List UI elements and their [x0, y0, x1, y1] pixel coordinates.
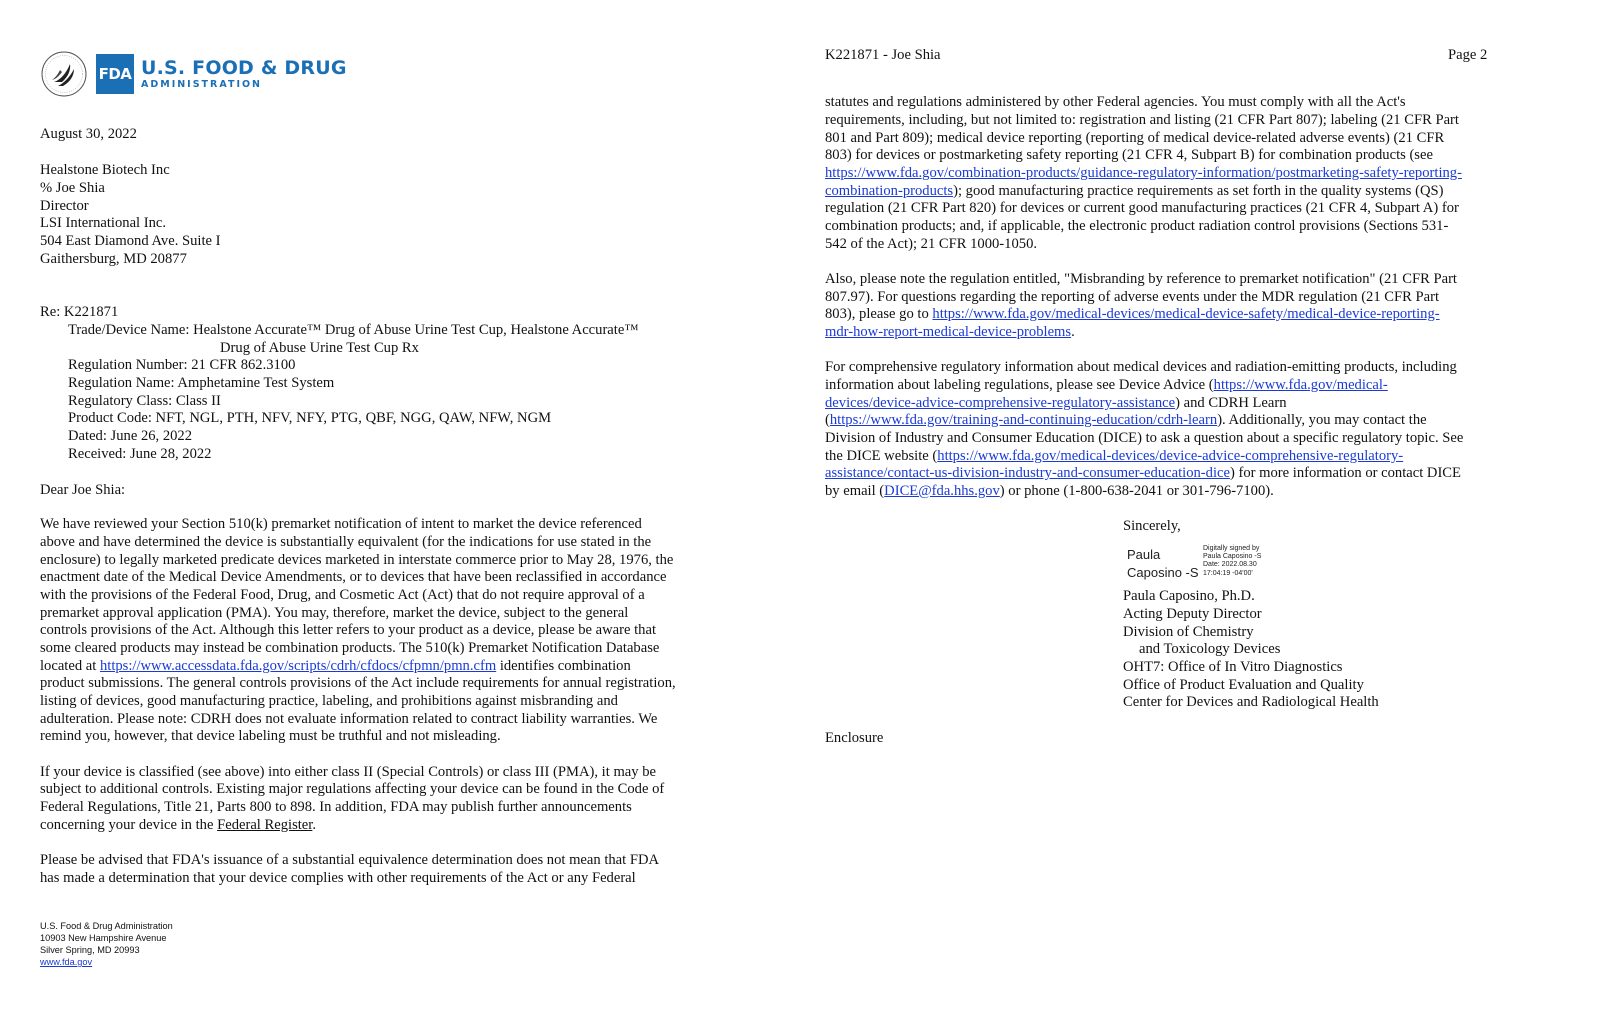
combination-products-link-cont[interactable]: combination-products: [825, 183, 954, 199]
text-span: ) or phone (1-800-638-2041 or 301-796-7100).: [999, 483, 1274, 499]
text-line: [40, 816, 316, 834]
signer-line: and Toxicology Devices: [1139, 641, 1281, 657]
fda-website-link[interactable]: www.fda.gov: [40, 957, 93, 967]
text-line: adulteration. Please note: CDRH does not evaluate information related to contract liability warranties. We: [40, 711, 658, 727]
text-line: [825, 411, 1427, 429]
device-advice-link-cont[interactable]: devices/device-advice-comprehensive-regulatory-assistance: [825, 395, 1176, 411]
text-line: [825, 164, 1462, 182]
text-line: requirements, including, but not limited to: registration and listing (21 CFR Part 807); labeling (21 CFR Part: [825, 112, 1459, 128]
enclosure-label: Enclosure: [825, 730, 884, 746]
text-line: For comprehensive regulatory information about medical devices and radiation-emitting products, including: [825, 359, 1457, 375]
re-line: Regulation Number: 21 CFR 862.3100: [68, 357, 296, 373]
text-line: above and have determined the device is substantially equivalent (for the indications for use stated in the: [40, 534, 652, 550]
text-line: [825, 305, 1440, 323]
text-line: [825, 447, 1403, 465]
text-line: premarket approval application (PMA). You may, therefore, market the device, subject to the general: [40, 605, 629, 621]
text-span: the DICE website (: [825, 448, 938, 464]
text-span: identifies combination: [496, 658, 631, 674]
hhs-seal-icon: [40, 50, 88, 98]
text-span: ). Additionally, you may contact the: [1217, 412, 1427, 428]
text-line: 542 of the Act); 21 CFR 1000-1050.: [825, 236, 1038, 252]
text-span: 803), please go to: [825, 306, 933, 322]
text-line: statutes and regulations administered by other Federal agencies. You must comply with all the Act's: [825, 94, 1406, 110]
pmn-database-link[interactable]: https://www.accessdata.fda.gov/scripts/cdrh/cfdocs/cfpmn/pmn.cfm: [99, 658, 497, 674]
text-line: [825, 376, 1388, 394]
text-line: product submissions. The general controls provisions of the Act include requirements for annual registration,: [40, 675, 676, 691]
text-line: some cleared products may instead be combination products. The 510(k) Premarket Notification Database: [40, 640, 660, 656]
address-line: Healstone Biotech Inc: [40, 162, 170, 178]
letter-date: August 30, 2022: [40, 126, 137, 142]
re-line: Re: K221871: [40, 304, 119, 320]
text-span: .: [312, 817, 316, 833]
text-span: concerning your device in the: [40, 817, 218, 833]
signature-meta: [1203, 545, 1261, 578]
text-line: [825, 323, 1075, 341]
text-span: ); good manufacturing practice requirements as set forth in the quality systems (QS): [953, 183, 1444, 199]
mdr-reporting-link[interactable]: https://www.fda.gov/medical-devices/medical-device-safety/medical-device-reporting-: [932, 306, 1440, 322]
signer-line: OHT7: Office of In Vitro Diagnostics: [1123, 659, 1343, 675]
address-line: % Joe Shia: [40, 180, 105, 196]
text-line: [825, 482, 1274, 500]
text-line: remind you, however, that device labeling must be truthful and not misleading.: [40, 728, 501, 744]
fda-box-logo: FDA: [96, 54, 134, 94]
federal-register-text: Federal Register: [217, 817, 313, 833]
text-line: Also, please note the regulation entitled, "Misbranding by reference to premarket notification" (21 CFR Part: [825, 271, 1457, 287]
fda-footer-address: [40, 920, 173, 968]
signer-line: Acting Deputy Director: [1123, 606, 1262, 622]
address-line: 504 East Diamond Ave. Suite I: [40, 233, 221, 249]
signer-line: Office of Product Evaluation and Quality: [1123, 677, 1364, 693]
text-line: combination products; and, if applicable, the electronic product radiation control provisions (Sections 531-: [825, 218, 1449, 234]
dice-email-link[interactable]: DICE@fda.hhs.gov: [884, 483, 1000, 499]
text-line: listing of devices, good manufacturing practice, labeling, and prohibitions against misbranding and: [40, 693, 618, 709]
page-header-left: K221871 - Joe Shia: [825, 47, 941, 63]
cdrh-learn-link[interactable]: https://www.fda.gov/training-and-continuing-education/cdrh-learn: [829, 412, 1218, 428]
footer-line: 10903 New Hampshire Avenue: [40, 933, 167, 943]
signature-meta-line: Digitally signed by: [1203, 545, 1260, 552]
text-line: regulation (21 CFR Part 820) for devices or current good manufacturing practices (21 CFR 4, Subpart A) for: [825, 200, 1459, 216]
dice-website-link[interactable]: https://www.fda.gov/medical-devices/device-advice-comprehensive-regulatory-: [937, 448, 1404, 464]
fda-name: U.S. FOOD & DRUG: [141, 56, 347, 79]
signer-line: Center for Devices and Radiological Health: [1123, 694, 1379, 710]
signer-line: Paula Caposino, Ph.D.: [1123, 588, 1255, 604]
text-line: 803) for devices or postmarketing safety reporting (21 CFR 4, Subpart B) for combination products (see: [825, 147, 1433, 163]
text-line: [825, 182, 1443, 200]
text-line: We have reviewed your Section 510(k) premarket notification of intent to market the device referenced: [40, 516, 642, 532]
signature-meta-line: 17:04:19 -04'00': [1203, 569, 1253, 577]
salutation: Dear Joe Shia:: [40, 482, 126, 498]
signature-meta-line: Date: 2022.08.30: [1203, 561, 1257, 569]
combination-products-link[interactable]: https://www.fda.gov/combination-products/guidance-regulatory-information/postmarketing-safety-reporting-: [825, 165, 1462, 181]
text-span: information about labeling regulations, please see Device Advice (: [825, 377, 1214, 393]
text-line: [40, 657, 631, 675]
re-line: Dated: June 26, 2022: [68, 428, 193, 444]
address-line: LSI International Inc.: [40, 215, 167, 231]
text-line: Federal Regulations, Title 21, Parts 800 to 898. In addition, FDA may publish further announcements: [40, 799, 632, 815]
text-span: (: [825, 412, 830, 428]
re-line: Drug of Abuse Urine Test Cup Rx: [220, 340, 419, 356]
footer-line: Silver Spring, MD 20993: [40, 945, 140, 955]
footer-line: U.S. Food & Drug Administration: [40, 921, 173, 931]
fda-logo: [40, 50, 347, 98]
text-line: If your device is classified (see above) into either class II (Special Controls) or class III (PMA), it may be: [40, 764, 656, 780]
re-line: Received: June 28, 2022: [68, 446, 212, 462]
fda-admin: ADMINISTRATION: [141, 78, 263, 90]
signature-meta-line: Paula Caposino -S: [1203, 553, 1262, 561]
text-line: [825, 464, 1461, 482]
signature-name-2: Caposino -S: [1127, 565, 1199, 580]
re-line: Regulation Name: Amphetamine Test System: [68, 375, 335, 391]
address-line: Director: [40, 198, 89, 214]
digital-signature: [1123, 545, 1273, 583]
signer-line: Division of Chemistry: [1123, 624, 1254, 640]
text-line: [825, 394, 1287, 412]
dice-website-link-cont[interactable]: assistance/contact-us-division-industry-and-consumer-education-dice: [825, 465, 1230, 481]
text-line: with the provisions of the Federal Food, Drug, and Cosmetic Act (Act) that do not require approval of a: [40, 587, 645, 603]
text-line: 807.97). For questions regarding the reporting of adverse events under the MDR regulation (21 CFR Part: [825, 289, 1440, 305]
device-advice-link[interactable]: https://www.fda.gov/medical-: [1213, 377, 1388, 393]
text-span: by email (: [825, 483, 885, 499]
signature-name-1: Paula: [1127, 547, 1161, 562]
re-line: Product Code: NFT, NGL, PTH, NFV, NFY, PTG, QBF, NGG, QAW, NFW, NGM: [68, 410, 552, 426]
page-number: Page 2: [1448, 47, 1488, 63]
text-line: enclosure) to legally marketed predicate devices marketed in interstate commerce prior to May 28, 1976, the: [40, 552, 674, 568]
text-line: has made a determination that your device complies with other requirements of the Act or any Federal: [40, 870, 636, 886]
text-line: subject to additional controls. Existing major regulations affecting your device can be found in the Code of: [40, 781, 665, 797]
address-line: Gaithersburg, MD 20877: [40, 251, 187, 267]
mdr-reporting-link-cont[interactable]: mdr-how-report-medical-device-problems: [825, 324, 1072, 340]
text-span: ) for more information or contact DICE: [1229, 465, 1461, 481]
text-span: located at: [40, 658, 100, 674]
closing: Sincerely,: [1123, 518, 1181, 534]
text-span: ) and CDRH Learn: [1175, 395, 1287, 411]
re-line: Regulatory Class: Class II: [68, 393, 221, 409]
text-line: 801 and Part 809); medical device reporting (reporting of medical device-related adverse events) (21 CFR: [825, 130, 1445, 146]
text-span: .: [1071, 324, 1075, 340]
text-line: enactment date of the Medical Device Amendments, or to devices that have been reclassified in accordance: [40, 569, 667, 585]
text-line: controls provisions of the Act. Although this letter refers to your product as a device, please be aware that: [40, 622, 657, 638]
text-line: Division of Industry and Consumer Education (DICE) to ask a question about a specific regulatory topic. See: [825, 430, 1464, 446]
letter-page-1: [0, 0, 790, 1035]
text-line: Please be advised that FDA's issuance of a substantial equivalence determination does not mean that FDA: [40, 852, 660, 868]
re-line: Trade/Device Name: Healstone Accurate™ Drug of Abuse Urine Test Cup, Healstone Accurate™: [68, 322, 639, 338]
letter-page-2: [790, 0, 1600, 1035]
